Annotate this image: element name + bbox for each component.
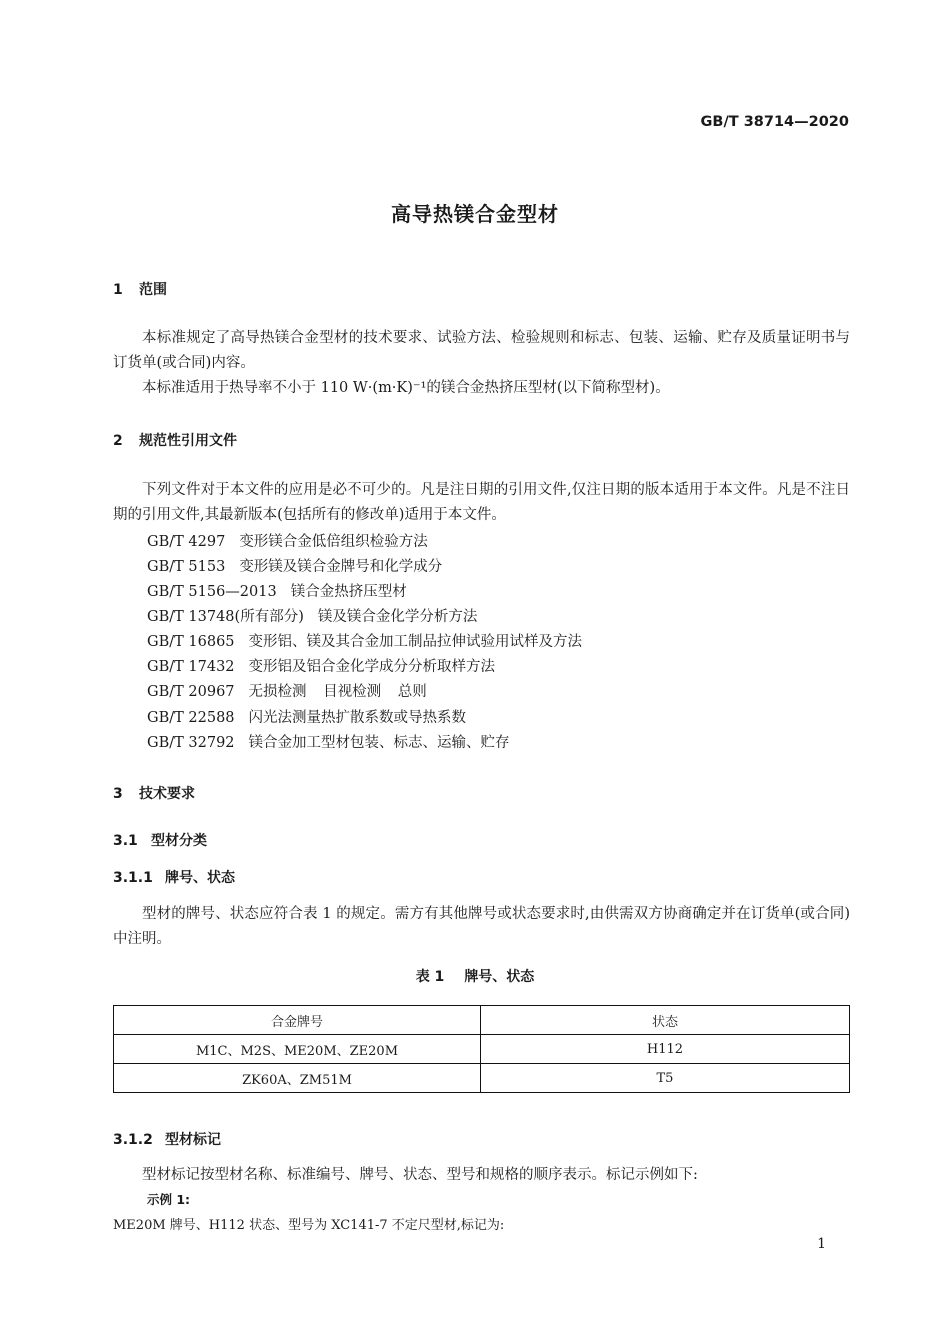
marking-text: 型材标记按型材名称、标准编号、牌号、状态、型号和规格的顺序表示。标记示例如下: [142, 1167, 698, 1183]
table-cell: ZK60A、ZM51M [114, 1064, 481, 1093]
table-cell: M1C、M2S、ME20M、ZE20M [114, 1035, 481, 1064]
section-3-1-2-heading [113, 1129, 221, 1149]
brand-state-paragraph [113, 902, 850, 952]
reference-code: GB/T 5156—2013 [147, 584, 277, 600]
section-3-1-1-heading [113, 867, 235, 887]
brand-state-table [113, 1005, 850, 1093]
section-number: 3.1.2 [113, 1132, 153, 1148]
table-title: 牌号、状态 [464, 969, 535, 985]
reference-title: 镁合金加工型材包装、标志、运输、贮存 [248, 735, 510, 751]
section-title: 型材标记 [165, 1132, 221, 1148]
section-2-heading [113, 430, 237, 450]
table-row [114, 1064, 850, 1093]
table-caption [0, 966, 950, 986]
reference-item [147, 555, 442, 576]
reference-title: 无损检测 目视检测 总则 [248, 684, 427, 700]
reference-title: 镁合金热挤压型材 [290, 584, 407, 600]
reference-code: GB/T 4297 [147, 534, 226, 550]
table-header-row [114, 1006, 850, 1035]
reference-item [147, 530, 428, 551]
reference-code: GB/T 16865 [147, 634, 235, 650]
section-title: 技术要求 [139, 786, 195, 802]
reference-code: GB/T 5153 [147, 559, 226, 575]
reference-code: GB/T 22588 [147, 710, 235, 726]
section-number: 3.1.1 [113, 870, 153, 886]
section-title: 牌号、状态 [165, 870, 235, 886]
reference-title: 镁及镁合金化学分析方法 [317, 609, 478, 625]
reference-title: 变形镁及镁合金牌号和化学成分 [239, 559, 443, 575]
scope-paragraphs [113, 326, 850, 401]
marking-paragraph [113, 1163, 850, 1188]
reference-title: 闪光法测量热扩散系数或导热系数 [248, 710, 467, 726]
example-text: ME20M 牌号、H112 状态、型号为 XC141-7 不定尺型材,标记为: [113, 1218, 505, 1233]
page-number: 1 [817, 1236, 826, 1252]
section-title: 型材分类 [151, 833, 207, 849]
section-3-heading [113, 783, 195, 803]
reference-item [147, 630, 582, 651]
column-header-state: 状态 [481, 1006, 850, 1035]
section-title: 范围 [139, 282, 167, 298]
section-1-heading [113, 279, 167, 299]
section-3-1-heading [113, 830, 207, 850]
table-cell: T5 [481, 1064, 850, 1093]
normative-intro [113, 478, 850, 528]
example-label: 示例 1: [147, 1192, 191, 1207]
column-header-alloy: 合金牌号 [114, 1006, 481, 1035]
section-number: 1 [113, 282, 123, 298]
reference-title: 变形铝及铝合金化学成分分析取样方法 [248, 659, 496, 675]
reference-item [147, 731, 510, 752]
table-label: 表 1 [415, 969, 445, 985]
reference-item [147, 655, 495, 676]
reference-item [147, 706, 466, 727]
reference-code: GB/T 20967 [147, 684, 235, 700]
normative-intro-text: 下列文件对于本文件的应用是必不可少的。凡是注日期的引用文件,仅注日期的版本适用于本文件。凡是不注日期的引用文件,其最新版本(包括所有的修改单)适用于本文件。 [113, 482, 850, 523]
brand-state-text: 型材的牌号、状态应符合表 1 的规定。需方有其他牌号或状态要求时,由供需双方协商确定并在订货单(或合同)中注明。 [113, 906, 850, 947]
reference-item [147, 580, 407, 601]
standard-number: GB/T 38714—2020 [700, 114, 849, 130]
section-number: 2 [113, 433, 123, 449]
section-number: 3.1 [113, 833, 138, 849]
table-row [114, 1035, 850, 1064]
reference-item [147, 680, 427, 701]
document-title: 高导热镁合金型材 [391, 202, 559, 226]
reference-item [147, 605, 477, 626]
reference-code: GB/T 13748(所有部分) [147, 609, 304, 625]
scope-paragraph-2: 本标准适用于热导率不小于 110 W·(m·K)⁻¹的镁合金热挤压型材(以下简称型材)。 [142, 380, 670, 396]
table-cell: H112 [481, 1035, 850, 1064]
reference-title: 变形镁合金低倍组织检验方法 [239, 534, 428, 550]
reference-title: 变形铝、镁及其合金加工制品拉伸试验用试样及方法 [248, 634, 583, 650]
reference-code: GB/T 32792 [147, 735, 235, 751]
section-number: 3 [113, 786, 123, 802]
section-title: 规范性引用文件 [139, 433, 237, 449]
reference-code: GB/T 17432 [147, 659, 235, 675]
scope-paragraph-1: 本标准规定了高导热镁合金型材的技术要求、试验方法、检验规则和标志、包装、运输、贮存及质量证明书与订货单(或合同)内容。 [113, 330, 850, 371]
